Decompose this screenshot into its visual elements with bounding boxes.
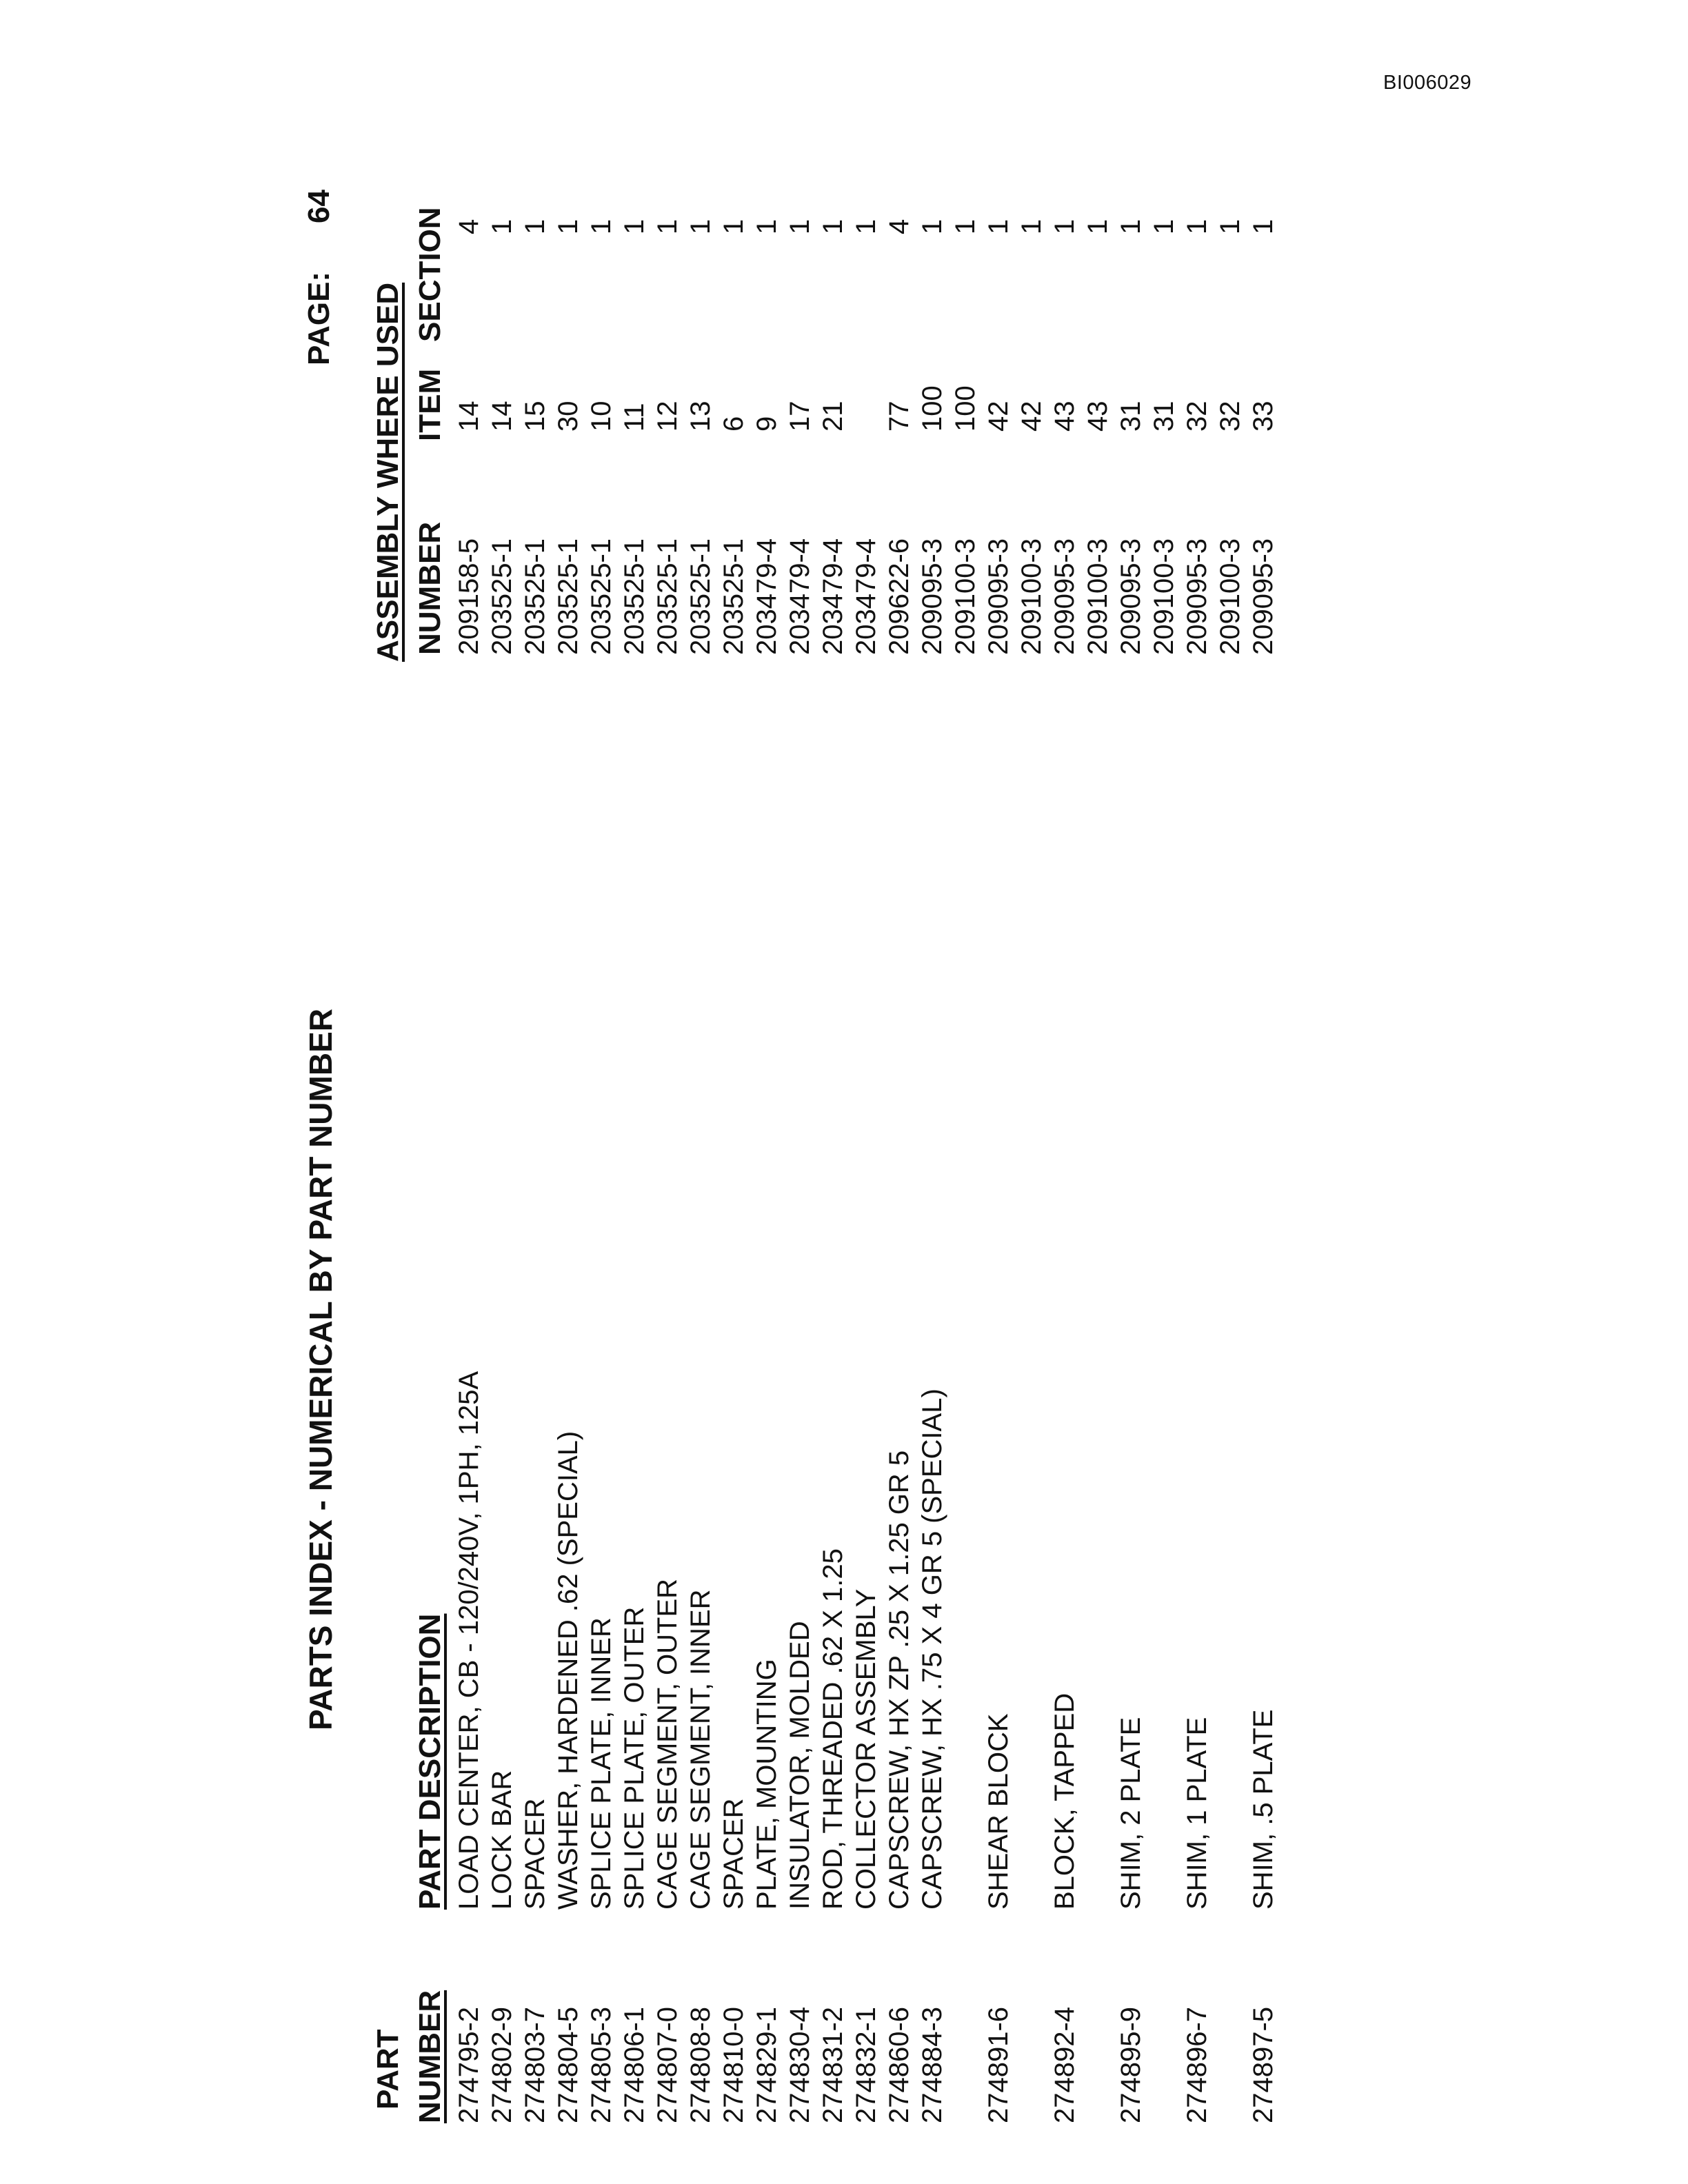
item-cell: 43 [1083, 401, 1113, 432]
section-cell: 1 [983, 219, 1014, 234]
part-description-cell: ROD, THREADED .62 X 1.25 [818, 1548, 848, 1910]
assembly-number-cell: 209095-3 [1248, 538, 1278, 655]
table-row [1182, 186, 1214, 2144]
item-cell: 12 [652, 401, 683, 432]
table-row [1116, 186, 1147, 2144]
part-number-cell: 274830-4 [785, 2006, 815, 2123]
part-description-cell: INSULATOR, MOLDED [785, 1621, 815, 1910]
table-row [983, 186, 1015, 2144]
column-header-item: ITEM [413, 368, 447, 441]
assembly-number-cell: 203479-4 [752, 538, 782, 655]
table-row [785, 186, 816, 2144]
assembly-number-cell: 203525-1 [619, 538, 650, 655]
assembly-number-cell: 209100-3 [1083, 538, 1113, 655]
section-cell: 1 [520, 219, 550, 234]
item-cell: 31 [1149, 401, 1179, 432]
part-description-cell: SPACER [520, 1798, 550, 1910]
table-row [917, 186, 949, 2144]
table-row [1016, 186, 1048, 2144]
table-row [487, 186, 519, 2144]
section-cell: 1 [586, 219, 616, 234]
part-description-cell: SHEAR BLOCK [983, 1713, 1014, 1910]
column-header-description: PART DESCRIPTION [413, 1613, 447, 1910]
item-cell: 14 [487, 401, 517, 432]
assembly-number-cell: 209100-3 [1215, 538, 1245, 655]
table-row [586, 186, 618, 2144]
table-row [553, 186, 585, 2144]
part-description-cell: SHIM, .5 PLATE [1248, 1709, 1278, 1910]
part-number-cell: 274896-7 [1182, 2006, 1212, 2123]
table-row [652, 186, 684, 2144]
item-cell: 6 [719, 416, 749, 432]
item-cell: 15 [520, 401, 550, 432]
section-cell: 1 [1248, 219, 1278, 234]
item-cell: 33 [1248, 401, 1278, 432]
item-cell: 9 [752, 416, 782, 432]
table-row [1083, 186, 1114, 2144]
part-number-cell: 274807-0 [652, 2006, 683, 2123]
table-row [1215, 186, 1247, 2144]
column-header-section: SECTION [413, 207, 447, 342]
item-cell: 100 [917, 385, 947, 432]
part-description-cell: CAGE SEGMENT, INNER [685, 1589, 716, 1910]
item-cell: 77 [884, 401, 914, 432]
part-number-cell: 274829-1 [752, 2006, 782, 2123]
table-row [1248, 186, 1280, 2144]
assembly-number-cell: 209095-3 [1049, 538, 1080, 655]
part-description-cell: SHIM, 1 PLATE [1182, 1717, 1212, 1910]
item-cell: 21 [818, 401, 848, 432]
section-cell: 1 [1182, 219, 1212, 234]
section-cell: 4 [884, 219, 914, 234]
part-description-cell: LOCK BAR [487, 1770, 517, 1910]
assembly-number-cell: 203525-1 [520, 538, 550, 655]
table-row [1149, 186, 1180, 2144]
assembly-number-cell: 209095-3 [1116, 538, 1146, 655]
table-row [851, 186, 883, 2144]
part-number-cell: 274802-9 [487, 2006, 517, 2123]
item-cell: 100 [950, 385, 981, 432]
section-cell: 1 [487, 219, 517, 234]
assembly-number-cell: 203479-4 [785, 538, 815, 655]
part-number-cell: 274891-6 [983, 2006, 1014, 2123]
assembly-number-cell: 203525-1 [719, 538, 749, 655]
column-header-assembly-where-used: ASSEMBLY WHERE USED [371, 282, 405, 662]
item-cell: 42 [1016, 401, 1047, 432]
table-row [818, 186, 850, 2144]
column-header-assembly-number: NUMBER [413, 521, 447, 655]
report-title: PARTS INDEX - NUMERICAL BY PART NUMBER [303, 1009, 339, 1730]
table-row [950, 186, 982, 2144]
assembly-number-cell: 209095-3 [917, 538, 947, 655]
page-number: 64 [302, 190, 336, 223]
section-cell: 1 [851, 219, 881, 234]
assembly-number-cell: 203479-4 [851, 538, 881, 655]
section-cell: 1 [950, 219, 981, 234]
part-description-cell: WASHER, HARDENED .62 (SPECIAL) [553, 1430, 583, 1910]
assembly-number-cell: 209622-6 [884, 538, 914, 655]
assembly-number-cell: 209100-3 [1149, 538, 1179, 655]
item-cell: 10 [586, 401, 616, 432]
part-number-cell: 274860-6 [884, 2006, 914, 2123]
part-description-cell: SPACER [719, 1798, 749, 1910]
assembly-number-cell: 203525-1 [487, 538, 517, 655]
document-id: BI006029 [1383, 72, 1472, 94]
item-cell: 42 [983, 401, 1014, 432]
part-number-cell: 274895-9 [1116, 2006, 1146, 2123]
part-number-cell: 274803-7 [520, 2006, 550, 2123]
column-header-part-number: NUMBER [413, 1990, 447, 2123]
item-cell: 31 [1116, 401, 1146, 432]
part-description-cell: PLATE, MOUNTING [752, 1659, 782, 1910]
part-number-cell: 274884-3 [917, 2006, 947, 2123]
part-number-cell: 274804-5 [553, 2006, 583, 2123]
section-cell: 1 [652, 219, 683, 234]
assembly-number-cell: 203525-1 [652, 538, 683, 655]
section-cell: 1 [785, 219, 815, 234]
assembly-number-cell: 209100-3 [1016, 538, 1047, 655]
assembly-number-cell: 203479-4 [818, 538, 848, 655]
table-row [685, 186, 717, 2144]
section-cell: 1 [1016, 219, 1047, 234]
section-cell: 1 [1083, 219, 1113, 234]
table-row [1049, 186, 1081, 2144]
section-cell: 1 [553, 219, 583, 234]
part-number-cell: 274795-2 [454, 2006, 484, 2123]
page-label: PAGE: [302, 271, 336, 365]
section-cell: 1 [719, 219, 749, 234]
section-cell: 1 [1215, 219, 1245, 234]
table-row [884, 186, 916, 2144]
table-row [520, 186, 552, 2144]
part-number-cell: 274892-4 [1049, 2006, 1080, 2123]
table-row [619, 186, 651, 2144]
section-cell: 1 [818, 219, 848, 234]
part-number-cell: 274806-1 [619, 2006, 650, 2123]
section-cell: 4 [454, 219, 484, 234]
item-cell: 32 [1215, 401, 1245, 432]
part-number-cell: 274831-2 [818, 2006, 848, 2123]
part-number-cell: 274832-1 [851, 2006, 881, 2123]
item-cell: 11 [619, 403, 650, 432]
section-cell: 1 [1049, 219, 1080, 234]
part-description-cell: CAPSCREW, HX ZP .25 X 1.25 GR 5 [884, 1450, 914, 1910]
part-number-cell: 274897-5 [1248, 2006, 1278, 2123]
section-cell: 1 [1149, 219, 1179, 234]
assembly-number-cell: 203525-1 [685, 538, 716, 655]
column-header-part: PART [371, 2029, 405, 2110]
part-description-cell: LOAD CENTER, CB - 120/240V, 1PH, 125A [454, 1371, 484, 1910]
table-row [719, 186, 750, 2144]
item-cell: 30 [553, 401, 583, 432]
part-number-cell: 274805-3 [586, 2006, 616, 2123]
section-cell: 1 [1116, 219, 1146, 234]
part-number-cell: 274808-8 [685, 2006, 716, 2123]
assembly-number-cell: 209095-3 [1182, 538, 1212, 655]
assembly-number-cell: 209095-3 [983, 538, 1014, 655]
part-description-cell: CAGE SEGMENT, OUTER [652, 1578, 683, 1910]
item-cell: 13 [685, 401, 716, 432]
assembly-number-cell: 209100-3 [950, 538, 981, 655]
item-cell: 43 [1049, 401, 1080, 432]
assembly-number-cell: 203525-1 [553, 538, 583, 655]
section-cell: 1 [917, 219, 947, 234]
part-description-cell: SPLICE PLATE, OUTER [619, 1606, 650, 1910]
part-description-cell: SPLICE PLATE, INNER [586, 1617, 616, 1910]
part-description-cell: CAPSCREW, HX .75 X 4 GR 5 (SPECIAL) [917, 1388, 947, 1910]
assembly-number-cell: 203525-1 [586, 538, 616, 655]
item-cell: 17 [785, 401, 815, 432]
assembly-number-cell: 209158-5 [454, 538, 484, 655]
table-row [752, 186, 783, 2144]
part-description-cell: BLOCK, TAPPED [1049, 1692, 1080, 1910]
part-number-cell: 274810-0 [719, 2006, 749, 2123]
section-cell: 1 [619, 219, 650, 234]
part-description-cell: COLLECTOR ASSEMBLY [851, 1588, 881, 1910]
table-row [454, 186, 485, 2144]
part-description-cell: SHIM, 2 PLATE [1116, 1717, 1146, 1910]
section-cell: 1 [685, 219, 716, 234]
parts-index-sheet [301, 186, 1611, 2144]
item-cell: 32 [1182, 401, 1212, 432]
item-cell: 14 [454, 401, 484, 432]
section-cell: 1 [752, 219, 782, 234]
